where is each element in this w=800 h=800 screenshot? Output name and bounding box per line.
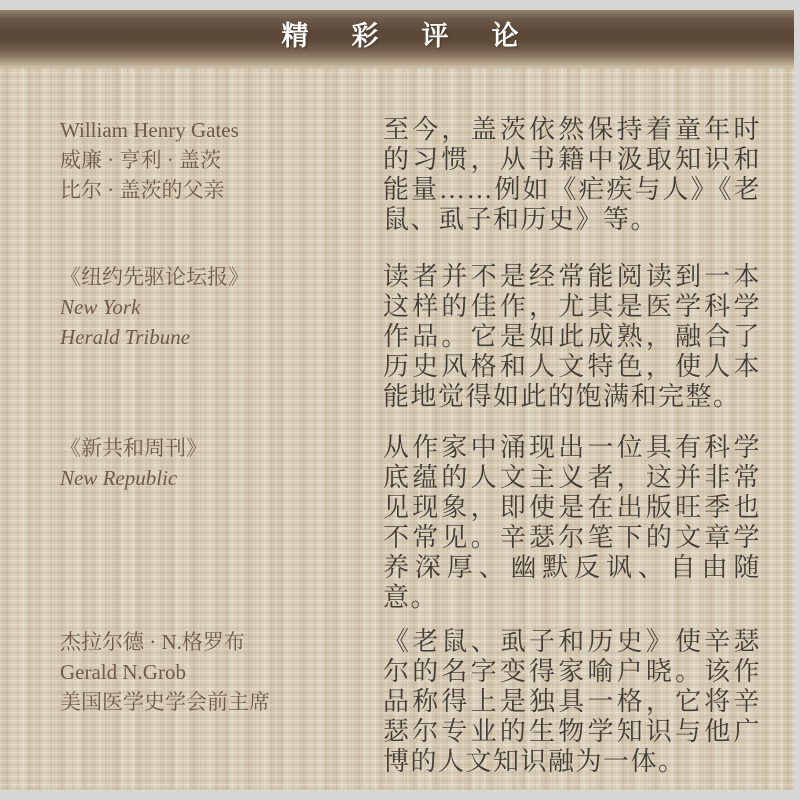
review-block-ny-herald-tribune — [60, 262, 761, 412]
page-title: 精彩评论 — [281, 21, 562, 51]
scan-edge-top — [0, 0, 800, 10]
source-line: 威廉 · 亨利 · 盖茨 — [60, 148, 221, 172]
source-line: New Republic — [60, 466, 178, 490]
review-body: 读者并不是经常能阅读到一本这样的佳作，尤其是医学科学作品。它是如此成熟，融合了历史风格和人文特色，使人本能地觉得如此的饱满和完整。 — [383, 262, 761, 411]
scan-edge-right — [794, 0, 800, 800]
review-block-new-republic — [60, 433, 761, 613]
review-source — [60, 433, 383, 613]
section-header-banner — [0, 10, 800, 68]
source-line: Herald Tribune — [60, 325, 191, 349]
source-line: 美国医学史学会前主席 — [60, 690, 270, 714]
source-line: 《新共和周刊》 — [60, 436, 207, 460]
review-body: 至今，盖茨依然保持着童年时的习惯，从书籍中汲取知识和能量……例如《疟疾与人》《老鼠、虱子和历史》等。 — [383, 115, 761, 234]
source-line: Gerald N.Grob — [60, 660, 186, 684]
review-body: 《老鼠、虱子和历史》使辛瑟尔的名字变得家喻户晓。该作品称得上是独具一格，它将辛瑟尔专业的生物学知识与他广博的人文知识融为一体。 — [383, 627, 761, 776]
source-line: 《纽约先驱论坛报》 — [60, 265, 249, 289]
review-block-gates — [60, 115, 761, 235]
review-source — [60, 115, 383, 235]
review-source — [60, 262, 383, 412]
source-line: 杰拉尔德 · N.格罗布 — [60, 630, 245, 654]
review-source — [60, 627, 383, 777]
source-line: 比尔 · 盖茨的父亲 — [60, 178, 225, 202]
review-block-grob — [60, 627, 761, 777]
source-line: William Henry Gates — [60, 118, 239, 142]
scan-edge-bottom — [0, 790, 800, 800]
review-body: 从作家中涌现出一位具有科学底蕴的人文主义者，这并非常见现象，即使是在出版旺季也不常见。辛瑟尔笔下的文章学养深厚、幽默反讽、自由随意。 — [383, 433, 761, 612]
source-line: New York — [60, 295, 141, 319]
